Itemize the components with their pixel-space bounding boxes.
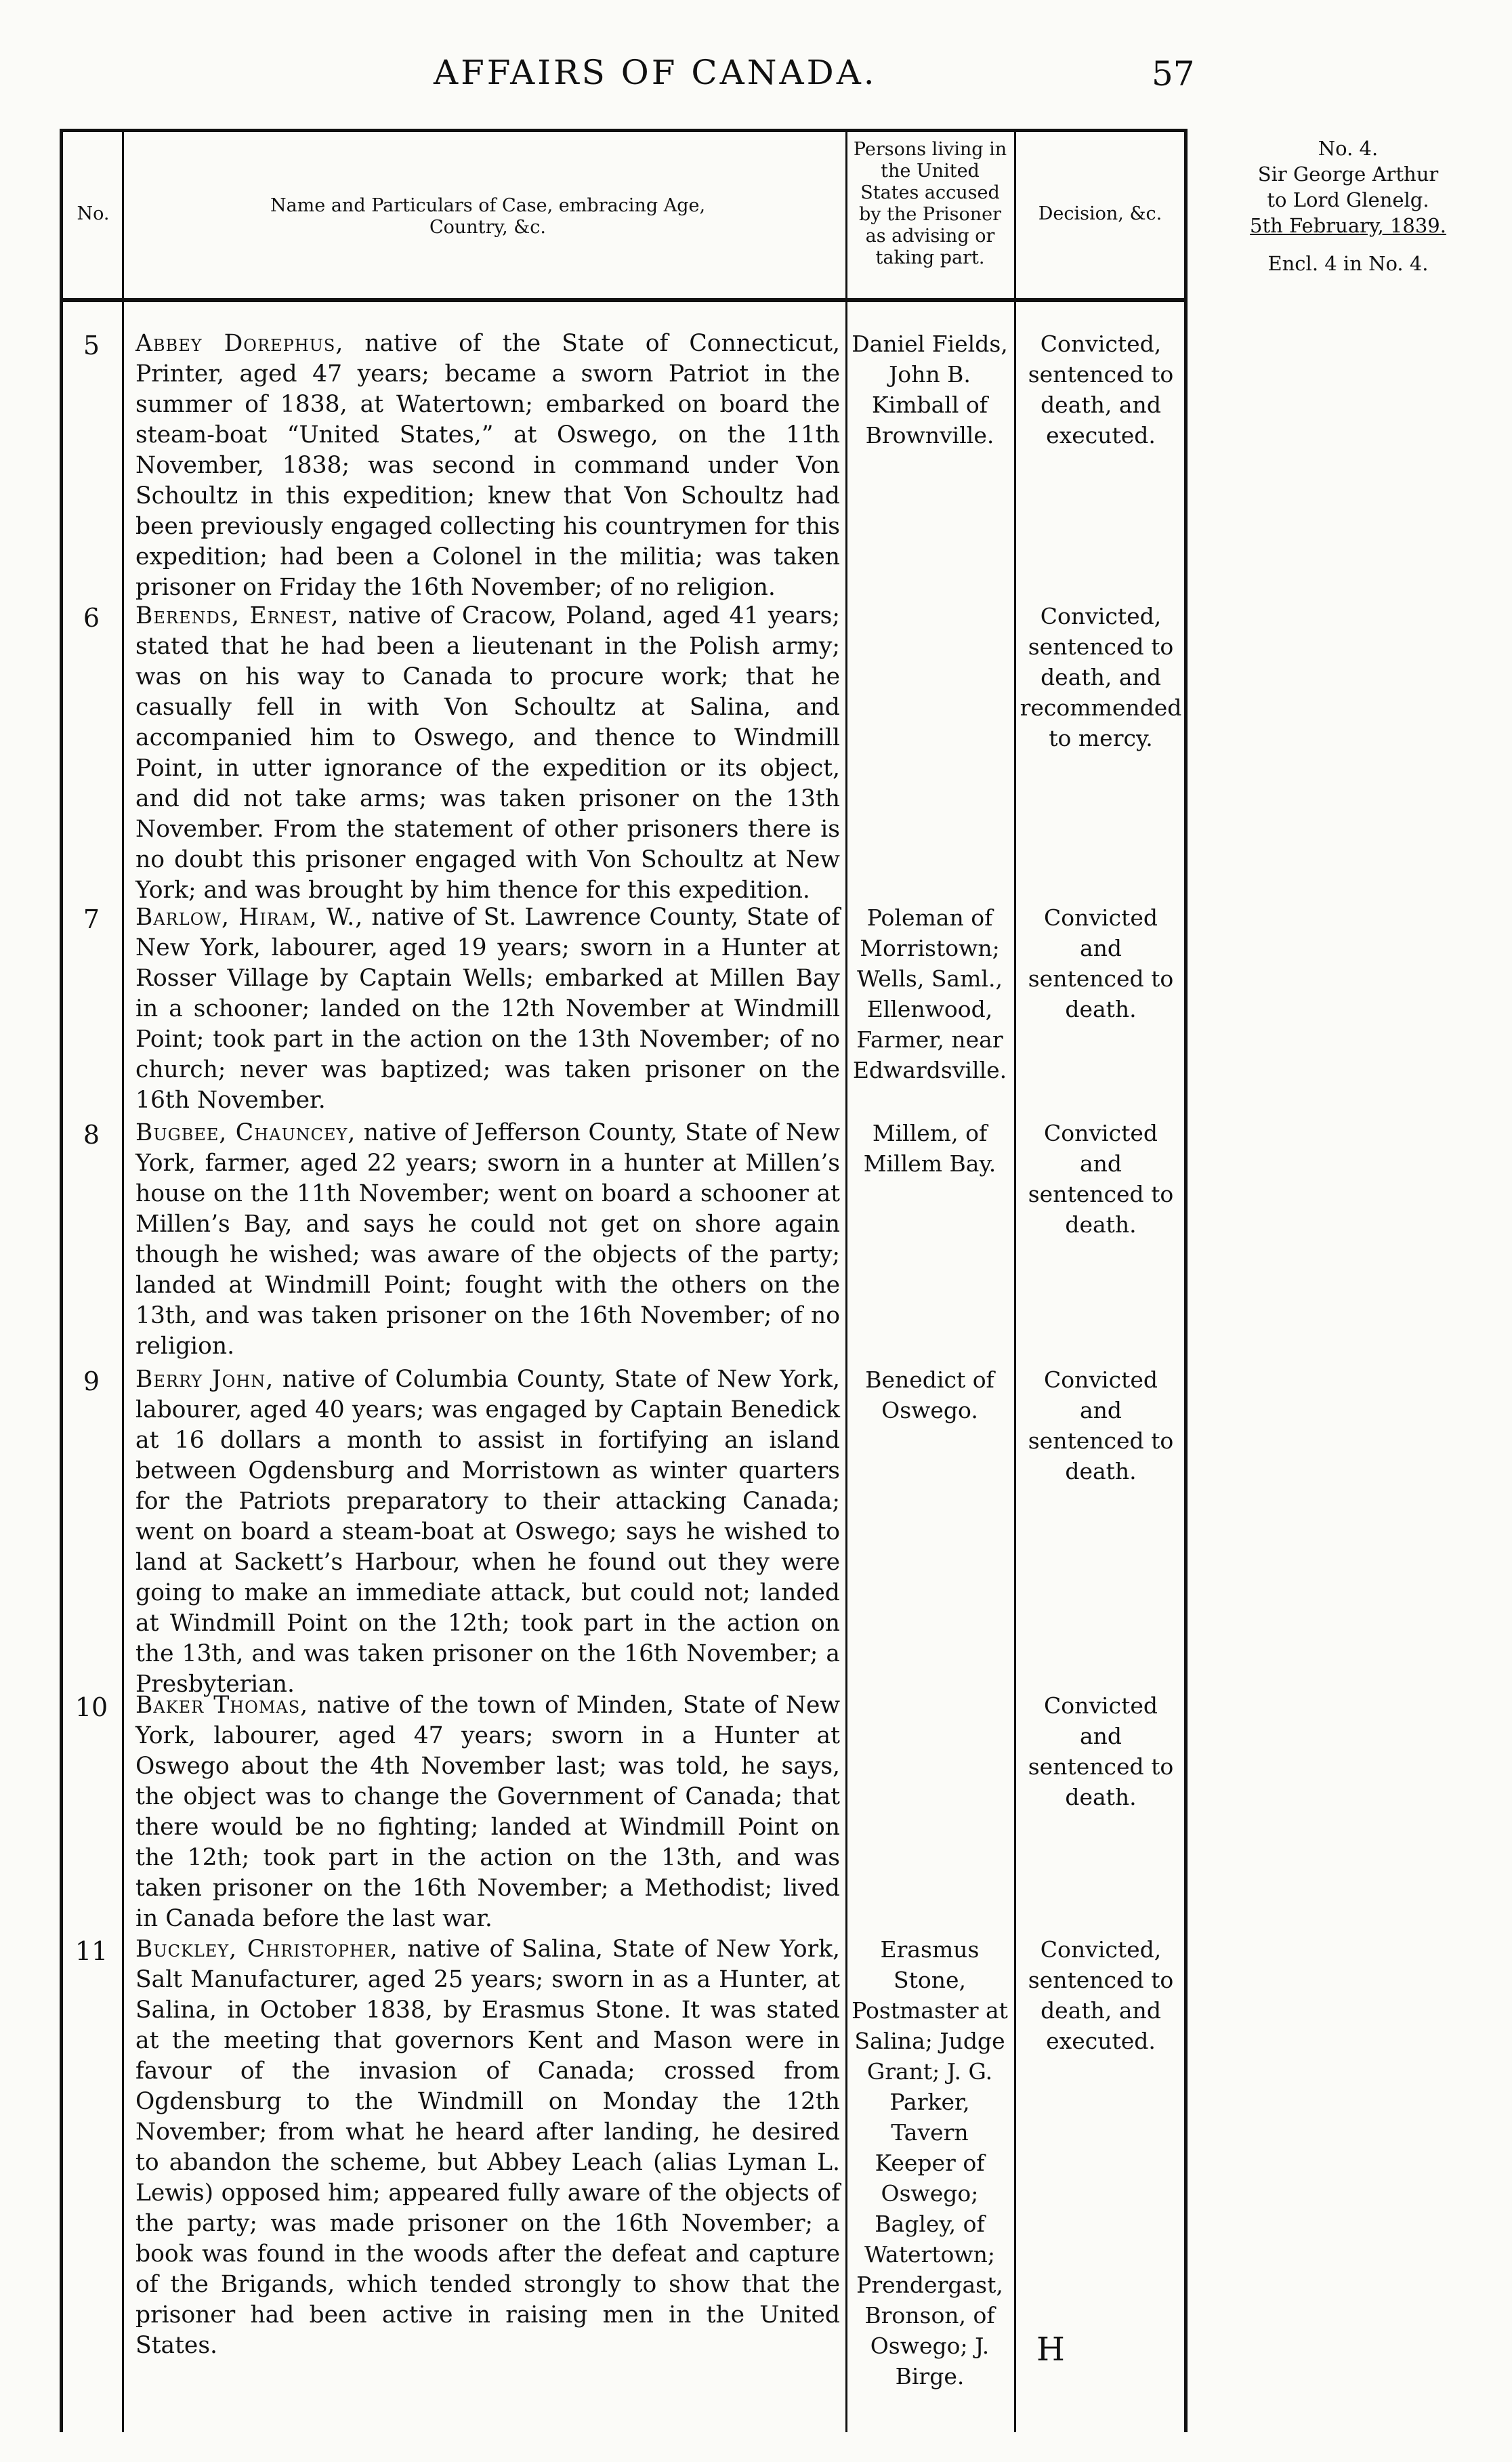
column-divider-no	[122, 129, 124, 2432]
case-number: 10	[75, 1692, 108, 1722]
column-header-name: Name and Particulars of Case, embracing Age, Country, &c.	[270, 195, 706, 238]
table-right-border	[1184, 129, 1188, 2432]
prisoner-name: Berends, Ernest,	[135, 602, 339, 629]
case-description: native of St. Lawrence County, State of New York, labourer, aged 19 years; sworn in a Hunter at Rosser Village by Captain Wells; embarked at Millen Bay in a schooner; landed on the 12th November at Windmill Point; took part in the action on the 13th November; of no church; never was baptized; was taken prisoner on the 16th November.	[135, 904, 840, 1114]
case-description: native of Jefferson County, State of New York, farmer, aged 22 years; sworn in a hunter at Millen’s house on the 11th November; went on board a schooner at Millen’s Bay, and says he could not get on shore again though he wished; was aware of the objects of the party; landed at Windmill Point; fought with the others on the 13th, and was taken prisoner on the 16th November; of no religion.	[135, 1119, 840, 1360]
case-number: 7	[83, 904, 100, 934]
side-note-line: Sir George Arthur	[1257, 163, 1439, 186]
case-number: 6	[83, 603, 100, 633]
table-header-rule	[60, 298, 1188, 302]
table-left-border	[60, 129, 63, 2432]
persons-accused: Erasmus Stone, Postmaster at Salina; Judge Grant; J. G. Parker, Tavern Keeper of Oswego; Bagley, of Watertown; Prendergast, Bronson, of Oswego; J. Birge.	[852, 1936, 1008, 2390]
table-top-rule	[60, 129, 1188, 132]
decision: Convicted and sentenced to death.	[1028, 904, 1174, 1022]
case-description: native of the town of Minden, State of New York, labourer, aged 47 years; sworn in a Hunter at Oswego about the 4th November last; was told, he says, the object was to change the Government of Canada; that there would be no fighting; landed at Windmill Point on the 12th; took part in the action on the 13th, and was taken prisoner on the 16th November; a Methodist; lived in Canada before the last war.	[135, 1692, 840, 1932]
column-header-no: No.	[77, 203, 110, 224]
running-title: AFFAIRS OF CANADA.	[434, 53, 877, 92]
case-number: 11	[75, 1936, 108, 1966]
decision: Convicted, sentenced to death, and executed.	[1028, 1936, 1174, 2054]
column-divider-name	[845, 129, 847, 2432]
persons-accused: Benedict of Oswego.	[865, 1366, 994, 1423]
page-number: 57	[1152, 54, 1195, 93]
decision: Convicted and sentenced to death.	[1028, 1120, 1174, 1238]
decision: Convicted, sentenced to death, and executed.	[1028, 331, 1174, 448]
side-note-line: 5th February, 1839.	[1250, 214, 1446, 237]
case-description: native of Salina, State of New York, Salt Manufacturer, aged 25 years; sworn in as a Hunter, at Salina, in October 1838, by Erasmus Stone. It was stated at the meeting that governors Kent and Mason were in favour of the invasion of Canada; crossed from Ogdensburg to the Windmill on Monday the 12th November; from what he heard after landing, he desired to abandon the scheme, but Abbey Leach (alias Lyman L. Lewis) opposed him; appeared fully aware of the objects of the party; was made prisoner on the 16th November; a book was found in the woods after the defeat and capture of the Brigands, which tended strongly to show that the prisoner had been active in raising men in the United States.	[135, 1936, 840, 2359]
prisoner-name: Buckley, Christopher,	[135, 1936, 398, 1963]
case-particulars	[135, 1934, 840, 2361]
case-description: native of the State of Connecticut, Printer, aged 47 years; became a sworn Patriot in the summer of 1838, at Watertown; embarked on board the steam-boat “United States,” at Oswego, on the 11th November, 1838; was second in command under Von Schoultz in this expedition; knew that Von Schoultz had been previously engaged collecting his countrymen for this expedition; had been a Colonel in the militia; was taken prisoner on Friday the 16th November; of no religion.	[135, 330, 840, 601]
persons-accused: Poleman of Morristown; Wells, Saml., Ellenwood, Farmer, near Edwardsville.	[852, 904, 1007, 1083]
prisoner-name: Abbey Dorephus,	[135, 330, 344, 357]
case-particulars	[135, 1118, 840, 1362]
case-number: 8	[83, 1120, 100, 1150]
column-header-decision: Decision, &c.	[1038, 203, 1162, 224]
prisoner-name: Bugbee, Chauncey,	[135, 1119, 356, 1146]
case-number: 5	[83, 331, 100, 360]
prisoner-name: Baker Thomas,	[135, 1692, 309, 1719]
case-description: native of Columbia County, State of New York, labourer, aged 40 years; was engaged by Captain Benedick at 16 dollars a month to assist in fortifying an island between Ogdensburg and Morristown as winter quarters for the Patriots preparatory to their attacking Canada; went on board a steam-boat at Oswego; says he wished to land at Sackett’s Harbour, when he found out they were going to make an immediate attack, but could not; landed at Windmill Point on the 12th; took part in the action on the 13th, and was taken prisoner on the 16th November; a Presbyterian.	[135, 1366, 840, 1698]
case-particulars	[135, 902, 840, 1116]
side-note	[1199, 135, 1497, 276]
column-header-persons: Persons living in the United States accused by the Prisoner as advising or taking part.	[853, 139, 1007, 268]
case-particulars	[135, 1364, 840, 1700]
case-particulars	[135, 329, 840, 603]
enclosure-note: Encl. 4 in No. 4.	[1267, 252, 1429, 275]
decision: Convicted and sentenced to death.	[1028, 1692, 1174, 1810]
case-particulars	[135, 601, 840, 906]
case-number: 9	[83, 1366, 100, 1396]
persons-accused: Daniel Fields, John B. Kimball of Brownville.	[852, 331, 1008, 448]
prisoner-name: Barlow, Hiram, W.,	[135, 904, 364, 931]
case-particulars	[135, 1690, 840, 1934]
persons-accused: Millem, of Millem Bay.	[863, 1120, 996, 1177]
case-description: native of Cracow, Poland, aged 41 years; stated that he had been a lieutenant in the Polish army; was on his way to Canada to procure work; that he casually fell in with Von Schoultz at Salina, and accompanied him to Oswego, and thence to Windmill Point, in utter ignorance of the expedition or its object, and did not take arms; was taken prisoner on the 13th November. From the statement of other prisoners there is no doubt this prisoner engaged with Von Schoultz at New York; and was brought by him thence for this expedition.	[135, 602, 840, 904]
decision: Convicted and sentenced to death.	[1028, 1366, 1174, 1484]
signature-letter: H	[1036, 2331, 1065, 2369]
side-note-line: to Lord Glenelg.	[1267, 188, 1429, 211]
prisoner-name: Berry John,	[135, 1366, 274, 1393]
decision: Convicted, sentenced to death, and recommended to mercy.	[1020, 603, 1182, 751]
column-divider-persons	[1014, 129, 1016, 2432]
side-note-line: No. 4.	[1318, 137, 1379, 160]
